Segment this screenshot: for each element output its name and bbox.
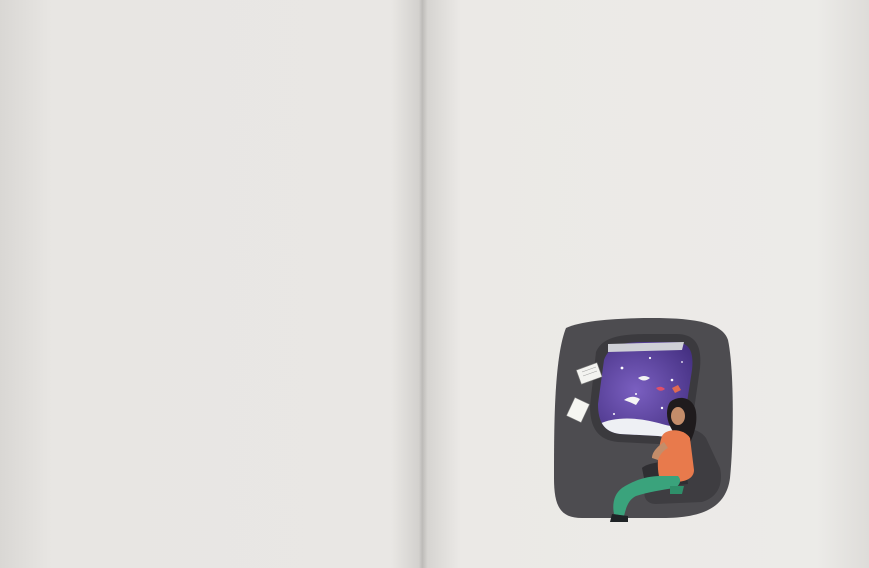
left-page [0,0,420,568]
right-page [424,0,869,568]
girl-sweater [658,430,694,482]
girl-in-airplane-window-illustration [552,318,734,524]
